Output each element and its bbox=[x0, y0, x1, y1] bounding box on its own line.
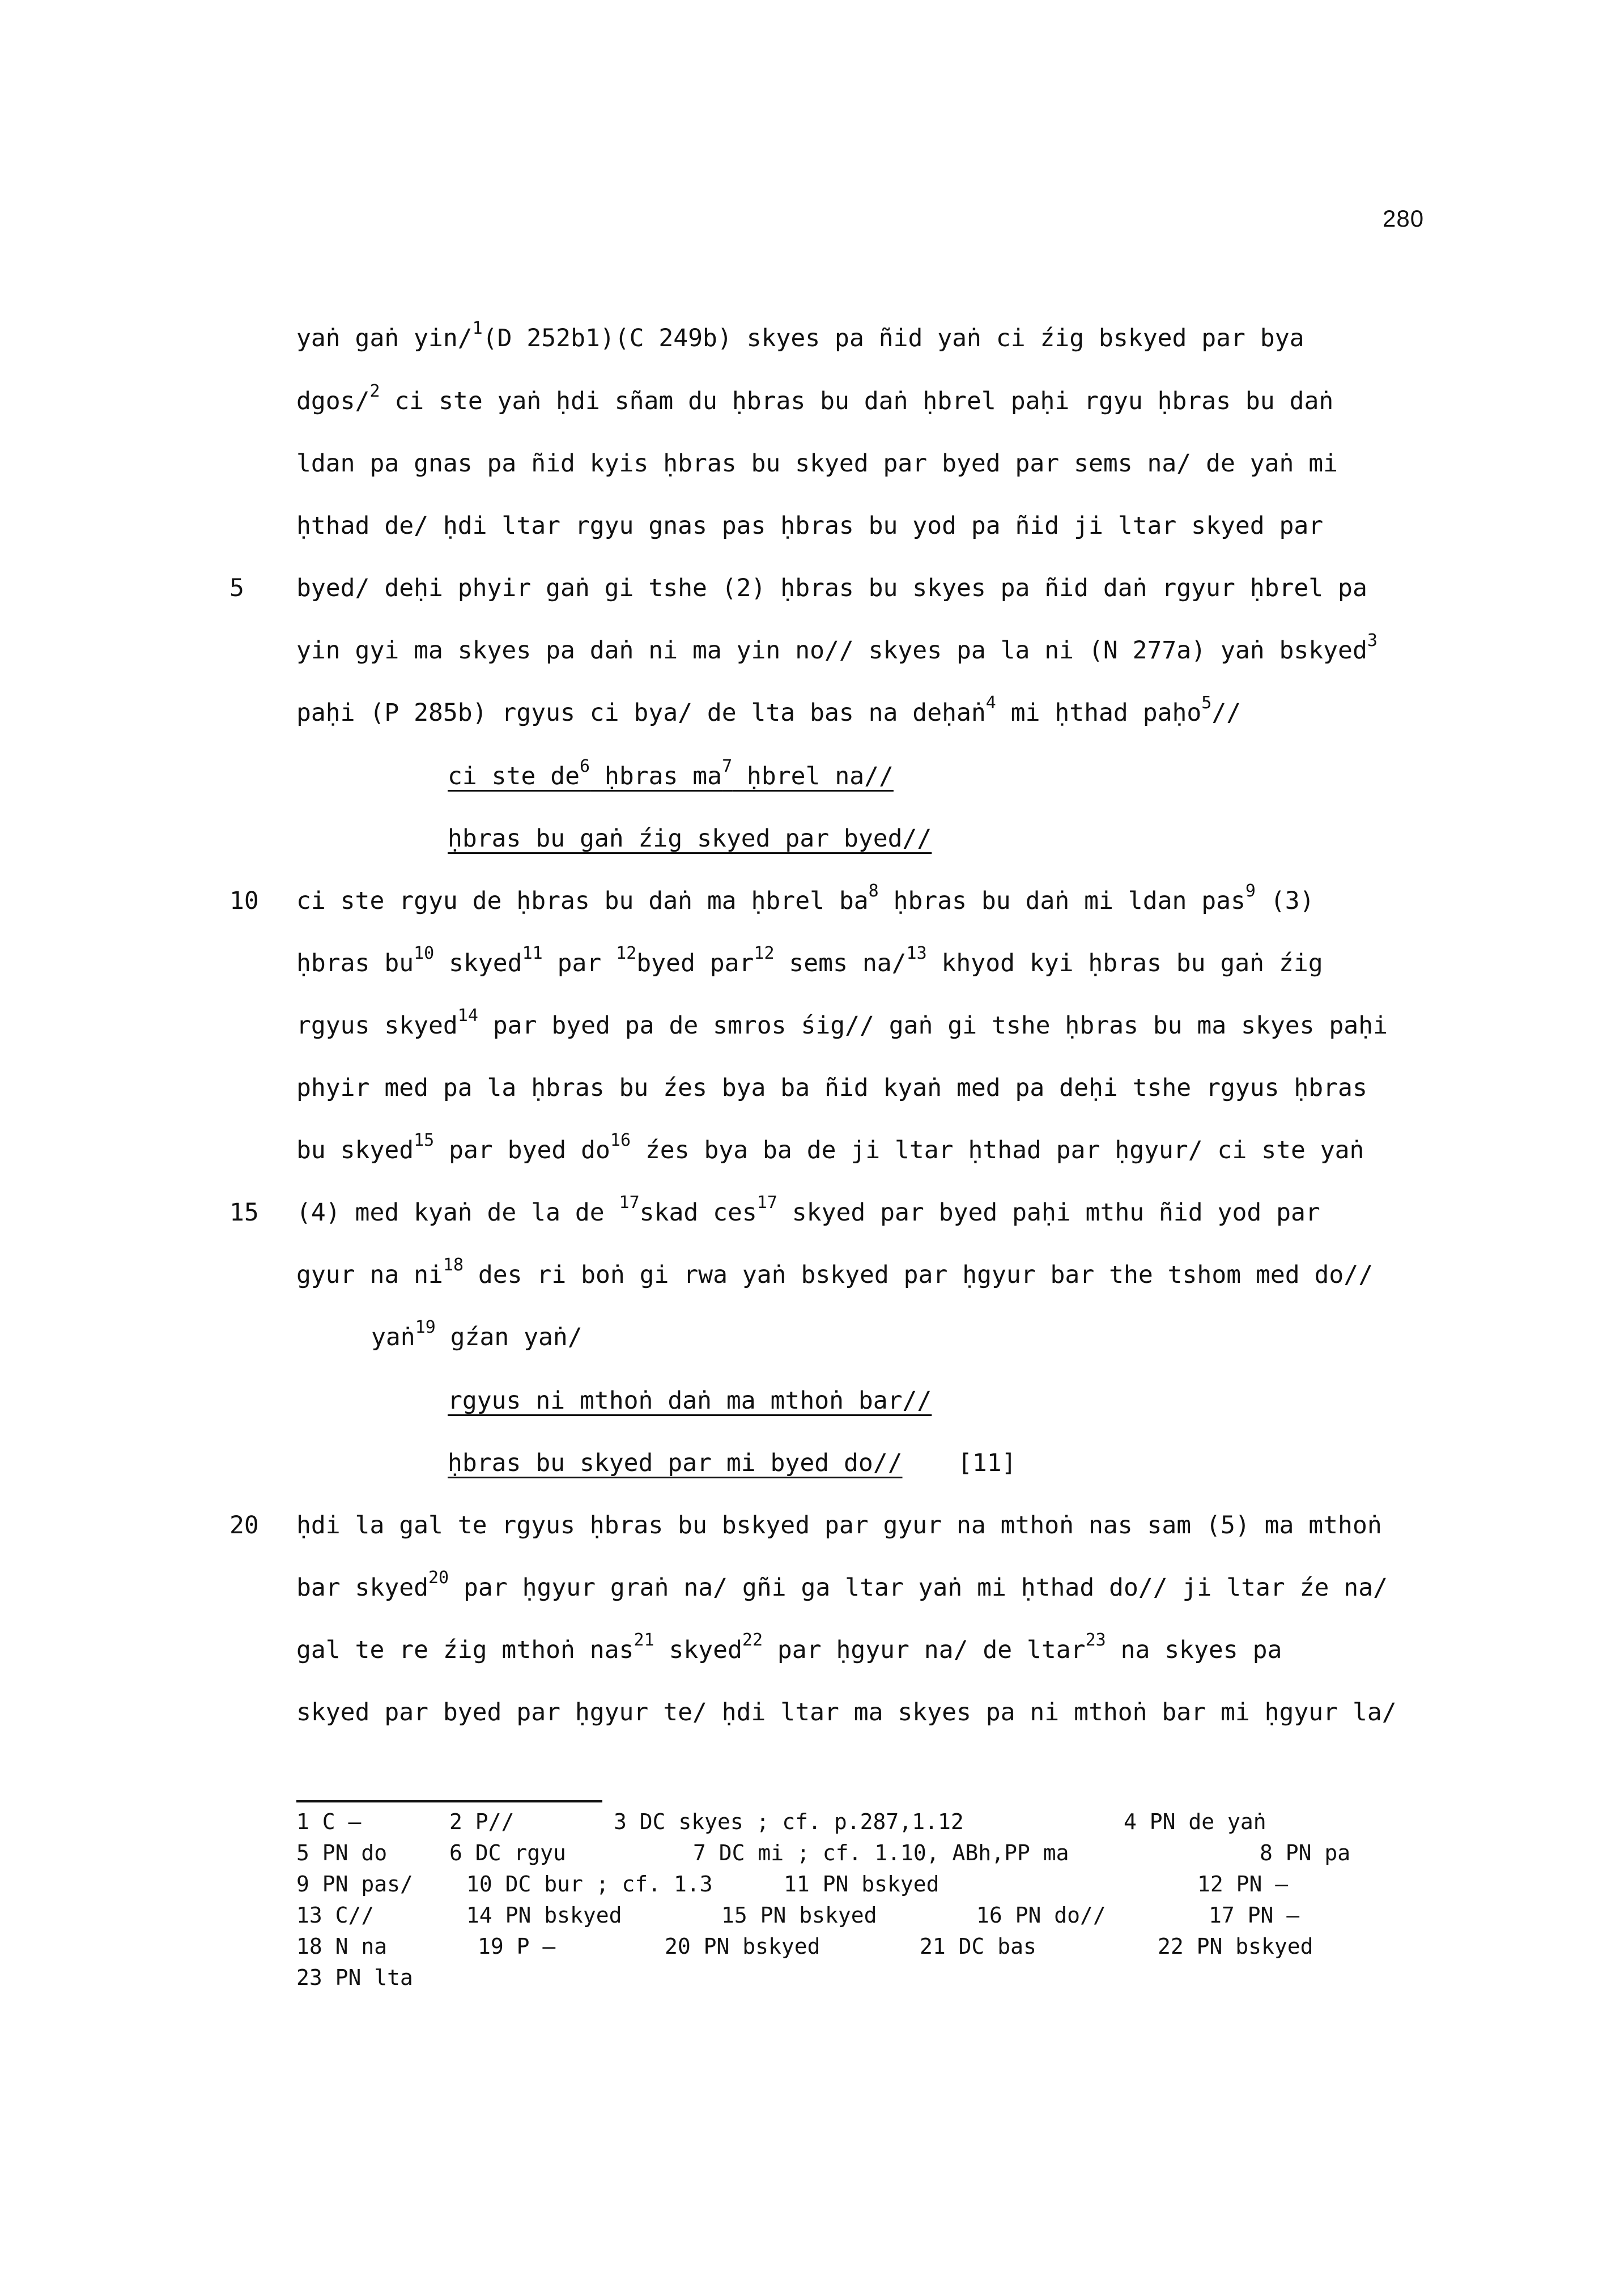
line-number: 10 bbox=[229, 887, 259, 915]
footnote: 10 DC bur ; cf. 1.3 bbox=[466, 1872, 713, 1897]
text-line: (4) med kyaṅ de la de $^{17}$skad ces$^{17}$ skyed par byed paḥi mthu ñid yod par bbox=[296, 1193, 1320, 1227]
text-line: yin gyi ma skyes pa daṅ ni ma yin no// skyes pa la ni (N 277a) yaṅ bskyed$^3$ bbox=[296, 631, 1378, 665]
text-line: ci ste $de^6$ ḥbras $ma^7$ ḥbrel na// bbox=[448, 756, 894, 790]
footnote: 21 DC bas bbox=[920, 1934, 1036, 1959]
footnote: 13 C// bbox=[296, 1903, 375, 1928]
footnote: 6 DC rgyu bbox=[449, 1840, 566, 1865]
footnote: 8 PN pa bbox=[1260, 1840, 1351, 1865]
footnote: 20 PN bskyed bbox=[665, 1934, 820, 1959]
footnote: 1 C — bbox=[296, 1809, 362, 1834]
line-number: 5 bbox=[229, 574, 244, 602]
text-line: ḥdi la gal te rgyus ḥbras bu bskyed par gyur na mthoṅ nas sam (5) ma mthoṅ bbox=[296, 1511, 1382, 1540]
text-line: byed/ deḥi phyir gaṅ gi tshe (2) ḥbras bu skyes pa ñid daṅ rgyur ḥbrel pa bbox=[296, 574, 1367, 602]
footnote: 7 DC mi ; cf. 1.10, ABh,PP ma bbox=[693, 1840, 1069, 1865]
footnote: 5 PN do bbox=[296, 1840, 388, 1865]
footnote: 23 PN lta bbox=[296, 1965, 413, 1990]
text-line: yaṅ gaṅ yin/$^1$(D 252b1)(C 249b) skyes pa ñid yaṅ ci źig bskyed par bya bbox=[296, 318, 1304, 352]
text-line: ḥbras bu gaṅ źig skyed par byed// bbox=[448, 824, 932, 853]
footnote: 2 P// bbox=[449, 1809, 515, 1834]
text-line: yaṅ$^{19}$ gźan yaṅ/ bbox=[371, 1317, 583, 1351]
footnote: 15 PN bskyed bbox=[721, 1903, 877, 1928]
text-line: dgos/$^2$ ci ste yaṅ ḥdi sñam du ḥbras bu daṅ ḥbrel paḥi rgyu ḥbras bu daṅ bbox=[296, 381, 1334, 415]
text-line: rgyus skyed$^{14}$ par byed pa de smros śig// gaṅ gi tshe ḥbras bu ma skyes paḥi bbox=[296, 1006, 1388, 1040]
footnote: 9 PN pas/ bbox=[296, 1872, 413, 1897]
footnote: 4 PN de yaṅ bbox=[1124, 1809, 1266, 1834]
text-line: ci ste rgyu de ḥbras bu daṅ ma ḥbrel $ba^8$ ḥbras bu daṅ mi ldan pas$^9$ (3) bbox=[296, 881, 1315, 915]
footnote: 12 PN — bbox=[1197, 1872, 1289, 1897]
footnote: 3 DC skyes ; cf. p.287,1.12 bbox=[614, 1809, 964, 1834]
footnote: 17 PN — bbox=[1209, 1903, 1300, 1928]
text-line: gal te re źig mthoṅ nas$^{21}$ skyed$^{22}$ par ḥgyur na/ de ltar$^{23}$ na skyes pa bbox=[296, 1630, 1282, 1664]
line-number: 15 bbox=[229, 1198, 259, 1227]
footnote: 22 PN bskyed bbox=[1158, 1934, 1313, 1959]
text-line: ḥbras bu skyed par mi byed do// bbox=[448, 1449, 903, 1477]
footnote: 19 P — bbox=[478, 1934, 556, 1959]
footnote: 11 PN bskyed bbox=[784, 1872, 939, 1897]
footnote: 16 PN do// bbox=[976, 1903, 1106, 1928]
text-line: bar skyed$^{20}$ par ḥgyur graṅ na/ gñi ga ltar yaṅ mi ḥthad do// ji ltar źe na/ bbox=[296, 1568, 1388, 1602]
text-line: ḥthad de/ ḥdi ltar rgyu gnas pas ḥbras bu yod pa ñid ji ltar skyed par bbox=[296, 512, 1324, 540]
line-number: 20 bbox=[229, 1511, 259, 1540]
text-line: ldan pa gnas pa ñid kyis ḥbras bu skyed par byed par sems na/ de yaṅ mi bbox=[296, 449, 1338, 478]
text-line: rgyus ni mthoṅ daṅ ma mthoṅ bar// bbox=[448, 1387, 932, 1415]
page-number: 280 bbox=[1383, 205, 1425, 232]
footnote: 14 PN bskyed bbox=[466, 1903, 622, 1928]
footnote-rule bbox=[296, 1800, 602, 1802]
text-line: gyur na $ni^{18}$ des ri boṅ gi rwa yaṅ bskyed par ḥgyur bar the tshom med do// bbox=[296, 1255, 1374, 1289]
text-line: paḥi (P 285b) rgyus ci bya/ de lta bas na deḥaṅ$^4$ mi ḥthad paḥo$^5$// bbox=[296, 693, 1242, 727]
text-line: skyed par byed par ḥgyur te/ ḥdi ltar ma skyes pa ni mthoṅ bar mi ḥgyur la/ bbox=[296, 1698, 1397, 1727]
text-line: bu skyed$^{15}$ par byed $do^{16}$ źes bya ba de ji ltar ḥthad par ḥgyur/ ci ste yaṅ bbox=[296, 1130, 1364, 1164]
text-line: phyir med pa la ḥbras bu źes bya ba ñid kyaṅ med pa deḥi tshe rgyus ḥbras bbox=[296, 1074, 1367, 1102]
footnote: 18 N na bbox=[296, 1934, 388, 1959]
text-line: [11] bbox=[958, 1449, 1017, 1477]
text-line: ḥbras $bu^{10}$ skyed$^{11}$ par $^{12}$byed par$^{12}$ sems na/$^{13}$ khyod kyi ḥbras bu gaṅ źig bbox=[296, 943, 1323, 977]
